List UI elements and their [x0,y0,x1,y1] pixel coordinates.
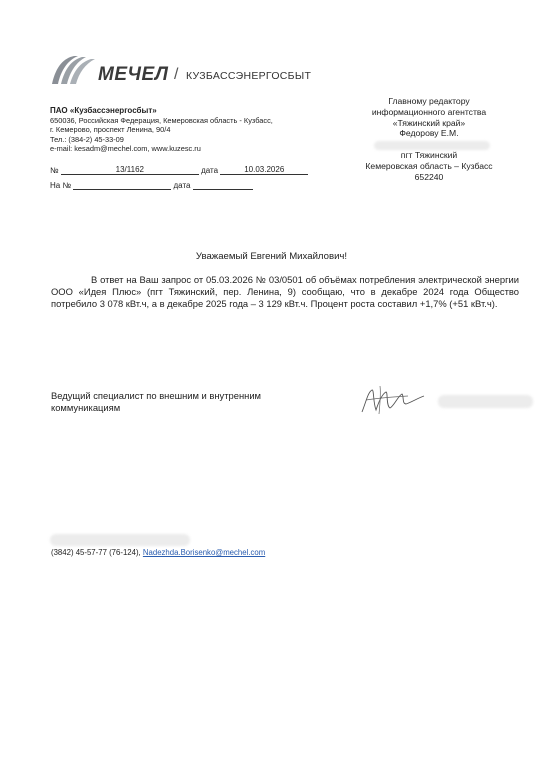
ref-date-field [193,180,253,190]
recipient-block [338,96,520,183]
recipient-line-7: 652240 [414,171,444,182]
ref-number-label: На № [50,181,72,190]
ref-date-label: дата [173,181,191,190]
recipient-line-2: информационного агентства [371,106,487,117]
sender-address-line2: г. Кемерово, проспект Ленина, 90/4 [50,125,171,135]
mechel-wave-logo-icon [50,52,100,88]
executor-email-link[interactable]: Nadezhda.Borisenko@mechel.com [142,548,266,557]
handwritten-signature-icon [358,380,426,420]
company-logo [50,52,310,88]
signatory-title: Ведущий специалист по внешним и внутренним коммуникациям [51,390,261,413]
date-field: 10.03.2026 [220,165,308,175]
letter-body: В ответ на Ваш запрос от 05.03.2026 № 03/0501 об объёмах потребления электрической энергии ООО «Идея Плюс» (пгт Тяжинский, пер. Ленина, 9) сообщаю, что в декабре 2024 года Общество потребило 3 078 кВт.ч, а в декабре 2025 года – 3 129 кВт.ч. Процент роста составил +1,7% (+51 кВт.ч). [51,274,519,309]
recipient-redacted-row [338,139,520,150]
brand-subsidiary: КУЗБАССЭНЕРГОСБЫТ [186,70,312,82]
recipient-line-6: Кемеровская область – Кузбасс [365,160,493,171]
brand-separator: / [174,66,179,83]
sender-phone: Тел.: (384-2) 45-33-09 [50,134,124,144]
redacted-executor-name [50,534,190,546]
recipient-line-3: «Тяжинский край» [392,117,466,128]
executor-phone: (3842) 45-57-77 (76-124), [51,548,141,557]
brand-name: МЕЧЕЛ [98,64,169,85]
letter-greeting: Уважаемый Евгений Михайлович! [195,251,348,262]
executor-contact [51,548,265,557]
redacted-address [374,141,490,150]
number-label: № [50,166,59,175]
ref-number-field [73,180,171,190]
sender-company: ПАО «Кузбассэнергосбыт» [50,106,157,115]
recipient-line-4: Федорову Е.М. [399,128,459,139]
redacted-signatory-name [438,395,533,408]
recipient-line-5: пгт Тяжинский [400,150,458,161]
number-field: 13/1162 [61,165,199,175]
date-label: дата [201,166,219,175]
recipient-line-1: Главному редактору [388,96,470,106]
sender-block [50,106,273,154]
sender-address-line1: 650036, Российская Федерация, Кемеровская область - Кузбасс, [50,115,273,125]
reference-line [50,180,253,190]
sender-email-web: e-mail: kesadm@mechel.com, www.kuzesc.ru [50,144,201,154]
registration-number-line [50,165,308,175]
